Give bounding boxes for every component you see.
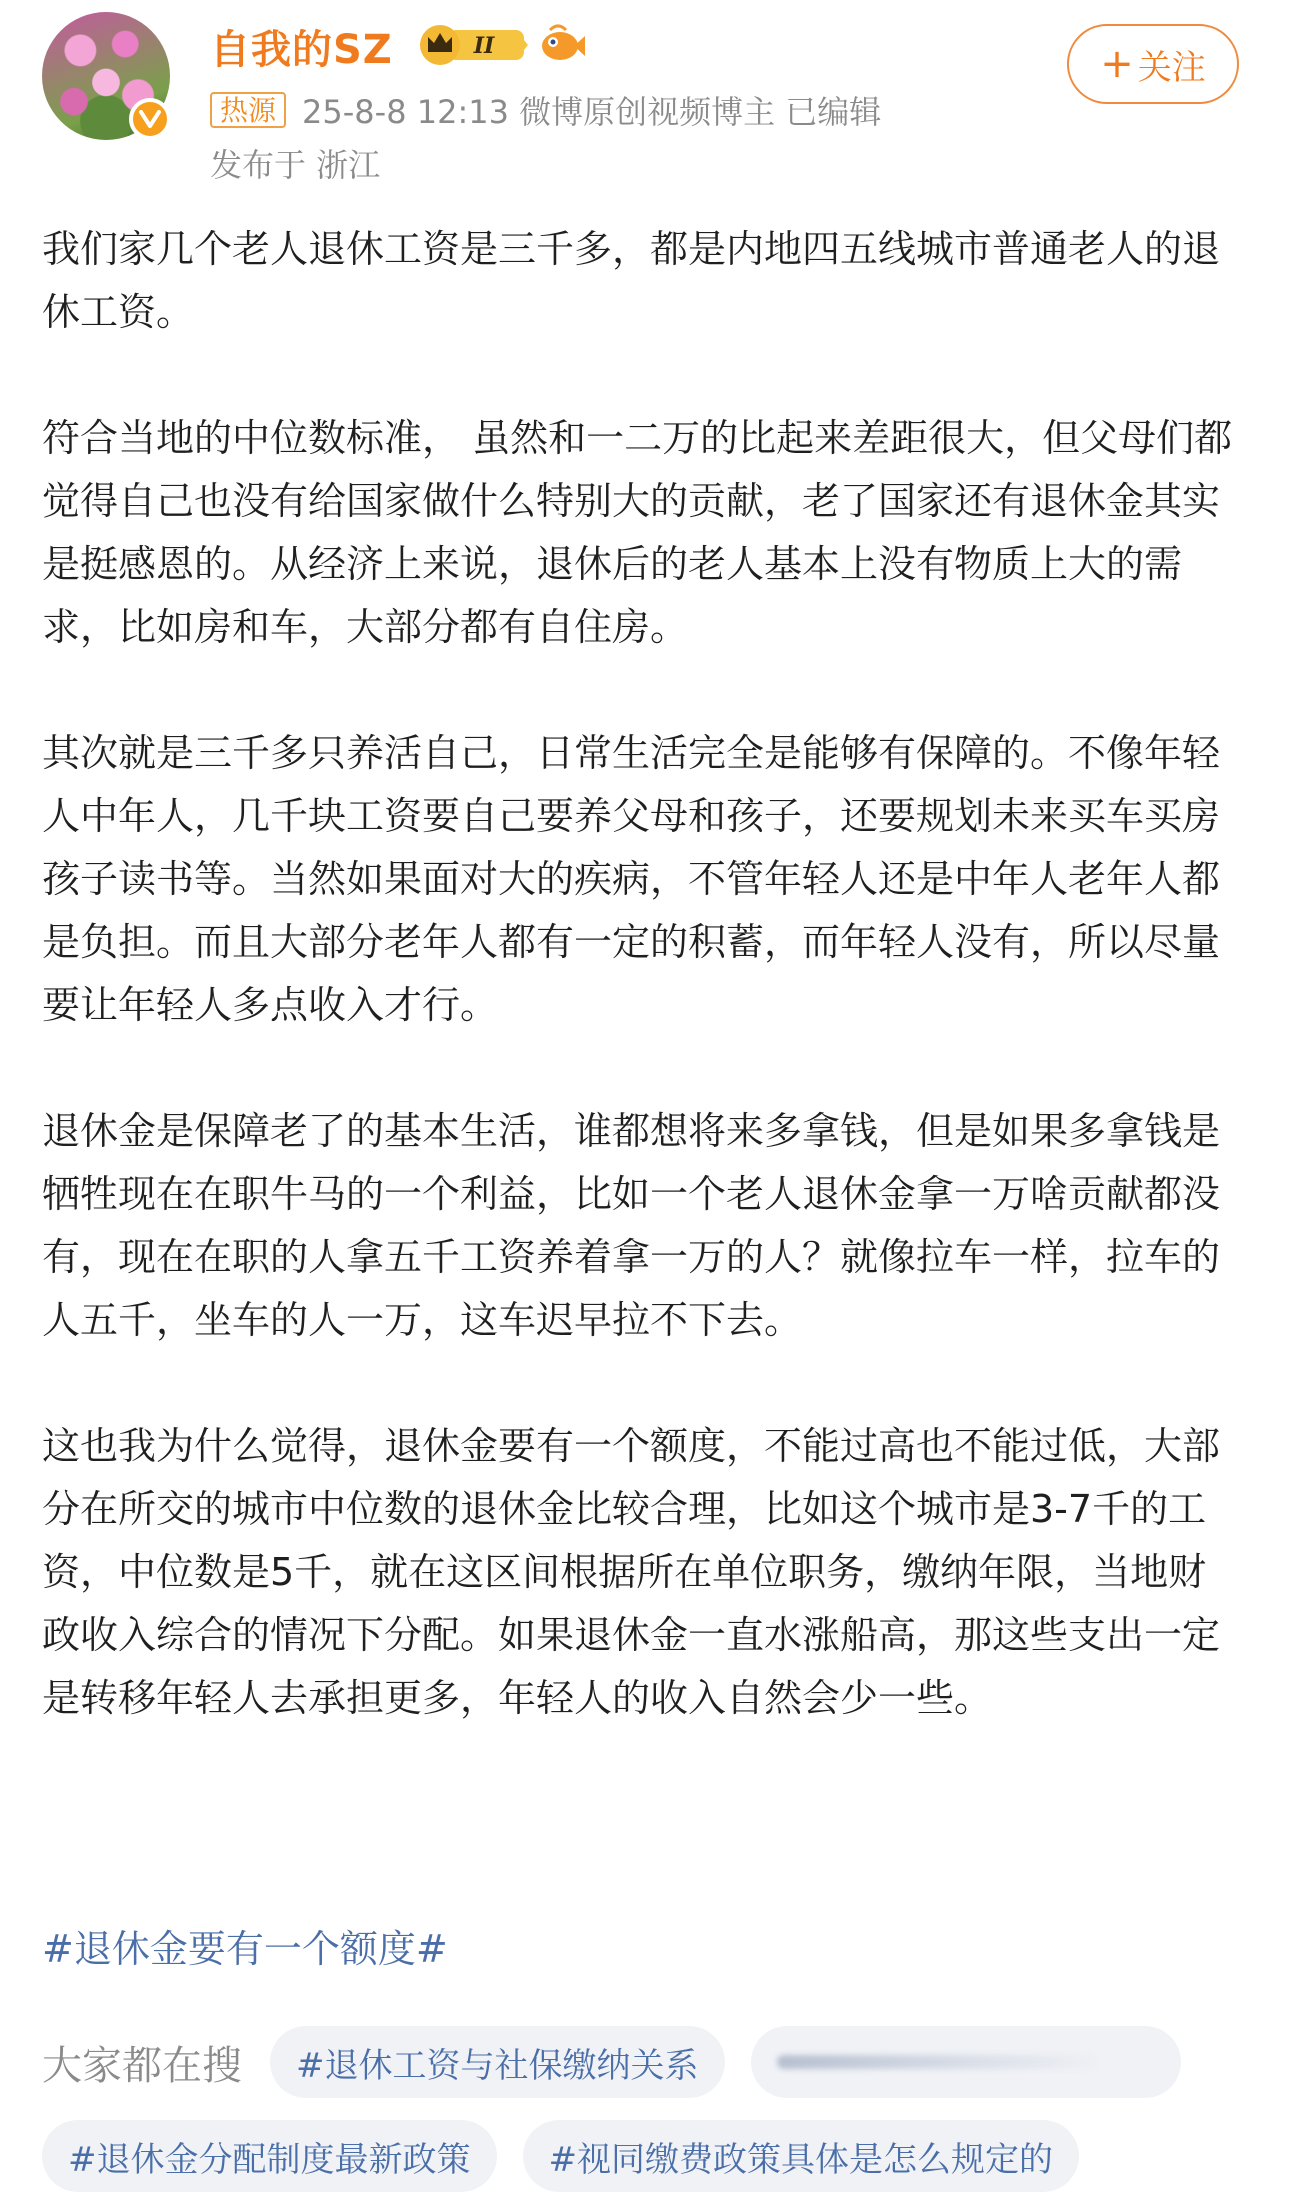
trending-search-row (42, 2026, 1207, 2098)
post-body (42, 218, 1242, 1793)
trending-search-label: 大家都在搜 (42, 2042, 242, 2089)
search-chip-blurred[interactable] (751, 2026, 1181, 2098)
post-hashtag[interactable]: #退休金要有一个额度# (42, 1927, 448, 1971)
post-meta (210, 90, 881, 130)
source-tag: 热源 (210, 92, 286, 128)
search-chip[interactable]: #退休金分配制度最新政策 (42, 2120, 497, 2192)
fish-icon (538, 22, 586, 66)
level-badge-text: II (473, 33, 495, 59)
post-header (0, 0, 1290, 190)
author-name[interactable]: 自我的SZ (210, 27, 393, 73)
search-chip[interactable]: #视同缴费政策具体是怎么规定的 (523, 2120, 1080, 2192)
blurred-text (777, 2055, 1097, 2069)
follow-button[interactable] (1067, 24, 1239, 104)
plus-icon: + (1100, 41, 1134, 87)
post-paragraph: 我们家几个老人退休工资是三千多，都是内地四五线城市普通老人的退休工资。 (42, 227, 1221, 334)
post-paragraph: 退休金是保障老了的基本生活，谁都想将来多拿钱，但是如果多拿钱是牺牲现在在职牛马的一个利益，比如一个老人退休金拿一万啥贡献都没有，现在在职的人拿五千工资养着拿一万的人？就像拉车一样，拉车的人五千，坐车的人一万，这车迟早拉不下去。 (42, 1109, 1221, 1342)
follow-label: 关注 (1137, 47, 1206, 88)
post-meta-text: 25-8-8 12:13 微博原创视频博主 已编辑 (302, 93, 882, 131)
trending-search-row-2 (42, 2120, 1105, 2192)
post-paragraph: 这也我为什么觉得，退休金要有一个额度，不能过高也不能过低，大部分在所交的城市中位数的退休金比较合理，比如这个城市是3-7千的工资，中位数是5千，就在这区间根据所在单位职务，缴纳年限，当地财政收入综合的情况下分配。如果退休金一直水涨船高，那这些支出一定是转移年轻人去承担更多，年轻人的收入自然会少一些。 (42, 1424, 1221, 1720)
verified-icon (129, 98, 171, 140)
post-paragraph: 其次就是三千多只养活自己，日常生活完全是能够有保障的。不像年轻人中年人，几千块工资要自己要养父母和孩子，还要规划未来买车买房孩子读书等。当然如果面对大的疾病，不管年轻人还是中年人老年人都是负担。而且大部分老年人都有一定的积蓄，而年轻人没有，所以尽量要让年轻人多点收入才行。 (42, 731, 1221, 1027)
post-paragraph: 符合当地的中位数标准， 虽然和一二万的比起来差距很大，但父母们都觉得自己也没有给国家做什么特别大的贡献，老了国家还有退休金其实是挺感恩的。从经济上来说，退休后的老人基本上没有物质上大的需求，比如房和车，大部分都有自住房。 (42, 416, 1233, 649)
search-chip[interactable]: #退休工资与社保缴纳关系 (270, 2026, 725, 2098)
crown-level-icon (418, 22, 530, 66)
post-location: 发布于 浙江 (210, 146, 381, 184)
